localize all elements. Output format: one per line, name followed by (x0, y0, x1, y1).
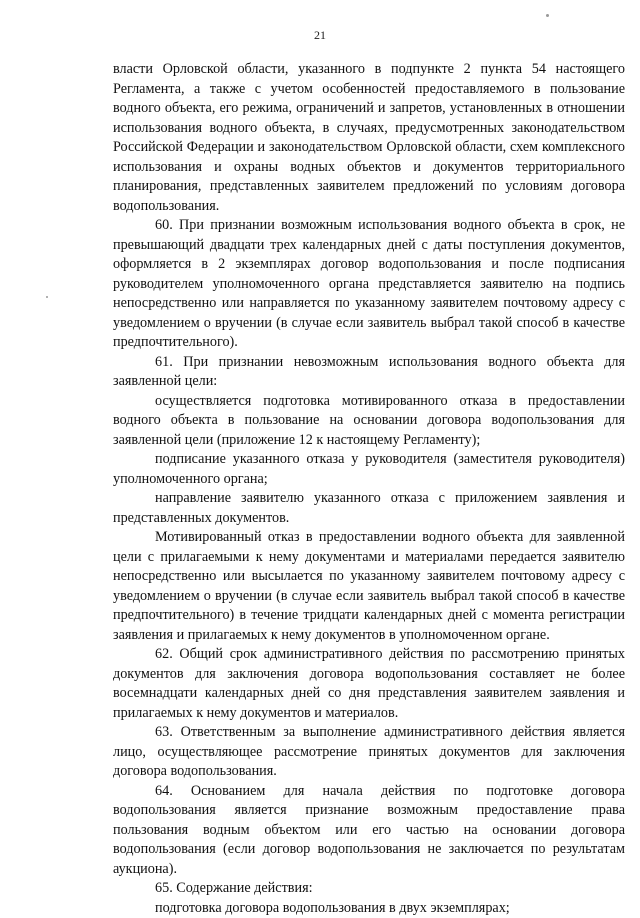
scan-speck (46, 296, 48, 298)
paragraph-64: 64. Основанием для начала действия по подготовке договора водопользования является признание возможным предоставление права пользования водным объектом или его частью на основании договора водопользования (если договор водопользования не заключается по результатам аукциона). (113, 782, 625, 880)
scan-speck (546, 14, 549, 17)
page-number: 21 (0, 28, 640, 43)
paragraph-62: 62. Общий срок административного действия по рассмотрению принятых документов для заключения договора водопользования составляет не более восемнадцати календарных дней со дня представления заявителем заявления и прилагаемых к нему документов и материалов. (113, 645, 625, 723)
paragraph-65: 65. Содержание действия: (113, 879, 625, 899)
paragraph-continued: власти Орловской области, указанного в подпункте 2 пункта 54 настоящего Регламента, а также с учетом особенностей предоставляемого в пользование водного объекта, его режима, ограничений и запретов, установленных в отношении использования водного объекта, в случаях, предусмотренных законодательством Российской Федерации и законодательством Орловской области, схем комплексного использования и охраны водных объектов и документов территориального планирования, представленных заявителем предложений по условиям договора водопользования. (113, 60, 625, 216)
paragraph-61-refusal: Мотивированный отказ в предоставлении водного объекта для заявленной цели с прилагаемыми к нему документами и материалами передается заявителю непосредственно или высылается по указанному заявителем почтовому адресу с уведомлением о вручении (в случае если заявитель выбрал такой способ в качестве предпочтительного) в течение тридцати календарных дней с момента регистрации заявления и прилагаемых к нему документов в уполномоченном органе. (113, 528, 625, 645)
paragraph-61-item-b: подписание указанного отказа у руководителя (заместителя руководителя) уполномоченного органа; (113, 450, 625, 489)
paragraph-60: 60. При признании возможным использования водного объекта в срок, не превышающий двадцати трех календарных дней с даты поступления документов, оформляется в 2 экземплярах договор водопользования и после подписания руководителем уполномоченного органа представляется заявителю на подпись непосредственно или направляется по указанному заявителем почтовому адресу с уведомлением о вручении (в случае если заявитель выбрал такой способ в качестве предпочтительного). (113, 216, 625, 353)
document-body (113, 60, 625, 918)
paragraph-61-item-a: осуществляется подготовка мотивированного отказа в предоставлении водного объекта в пользование на основании договора водопользования для заявленной цели (приложение 12 к настоящему Регламенту); (113, 392, 625, 451)
paragraph-61: 61. При признании невозможным использования водного объекта для заявленной цели: (113, 353, 625, 392)
paragraph-63: 63. Ответственным за выполнение административного действия является лицо, осуществляющее рассмотрение принятых документов для заключения договора водопользования. (113, 723, 625, 782)
paragraph-61-item-c: направление заявителю указанного отказа с приложением заявления и представленных документов. (113, 489, 625, 528)
paragraph-65-item-a: подготовка договора водопользования в двух экземплярах; (113, 899, 625, 918)
